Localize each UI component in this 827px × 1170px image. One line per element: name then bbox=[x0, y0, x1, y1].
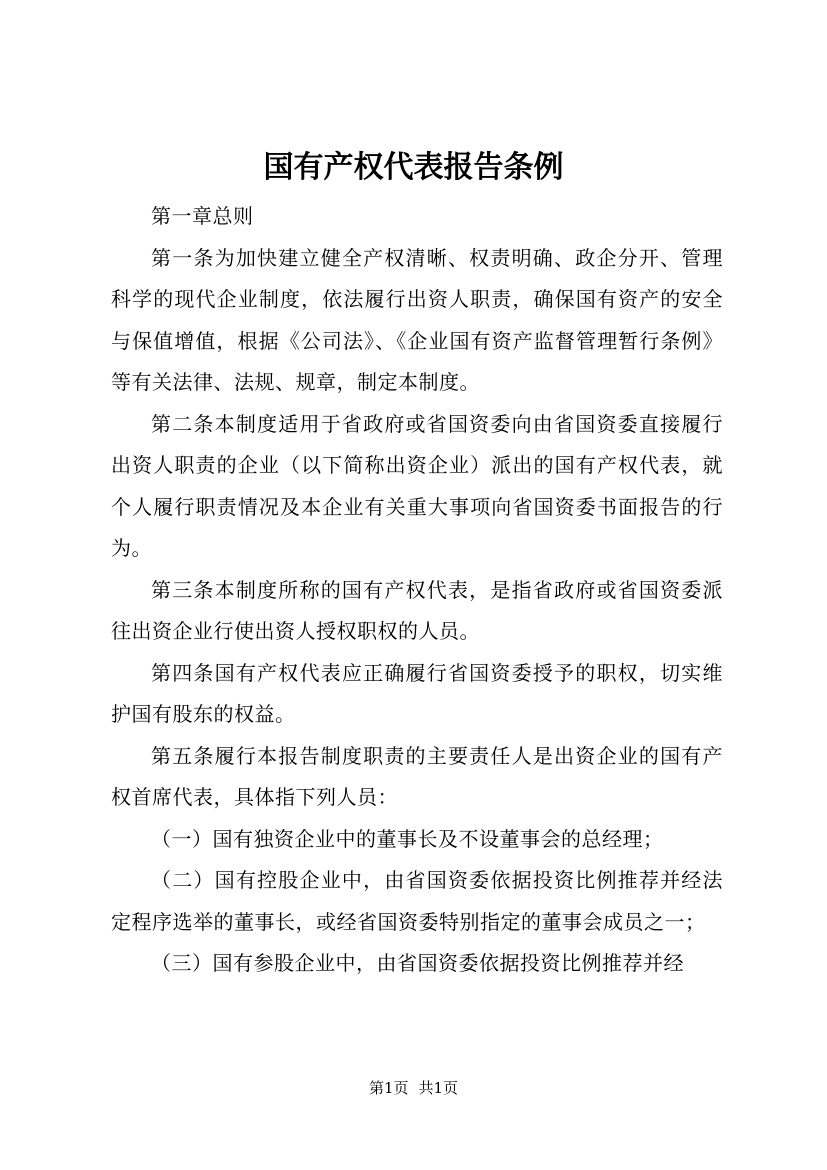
page-footer bbox=[0, 1078, 827, 1098]
article-2: 第二条本制度适用于省政府或省国资委向由省国资委直接履行出资人职责的企业（以下简称出资企业）派出的国有产权代表，就个人履行职责情况及本企业有关重大事项向省国资委书面报告的行为。 bbox=[111, 411, 723, 560]
article-5-item-1: （一）国有独资企业中的董事长及不设董事会的总经理； bbox=[151, 826, 664, 851]
article-5-item-2: （二）国有控股企业中，由省国资委依据投资比例推荐并经法定程序选举的董事长，或经省国资委特别指定的董事会成员之一； bbox=[111, 868, 723, 934]
document-title: 国有产权代表报告条例 bbox=[263, 150, 564, 185]
article-3: 第三条本制度所称的国有产权代表，是指省政府或省国资委派往出资企业行使出资人授权职权的人员。 bbox=[111, 577, 723, 643]
page-total: 共1页 bbox=[418, 1079, 459, 1097]
article-5: 第五条履行本报告制度职责的主要责任人是出资企业的国有产权首席代表，具体指下列人员： bbox=[111, 743, 723, 809]
page-number: 第1页 bbox=[368, 1079, 409, 1097]
document-body bbox=[111, 196, 723, 985]
chapter-heading: 第一章总则 bbox=[151, 204, 254, 228]
article-4: 第四条国有产权代表应正确履行省国资委授予的职权，切实维护国有股东的权益。 bbox=[111, 660, 723, 726]
article-1: 第一条为加快建立健全产权清晰、权责明确、政企分开、管理科学的现代企业制度，依法履行出资人职责，确保国有资产的安全与保值增值，根据《公司法》、《企业国有资产监督管理暂行条例》等有关法律、法规、规章，制定本制度。 bbox=[111, 245, 723, 394]
article-5-item-3: （三）国有参股企业中，由省国资委依据投资比例推荐并经 bbox=[151, 951, 684, 975]
